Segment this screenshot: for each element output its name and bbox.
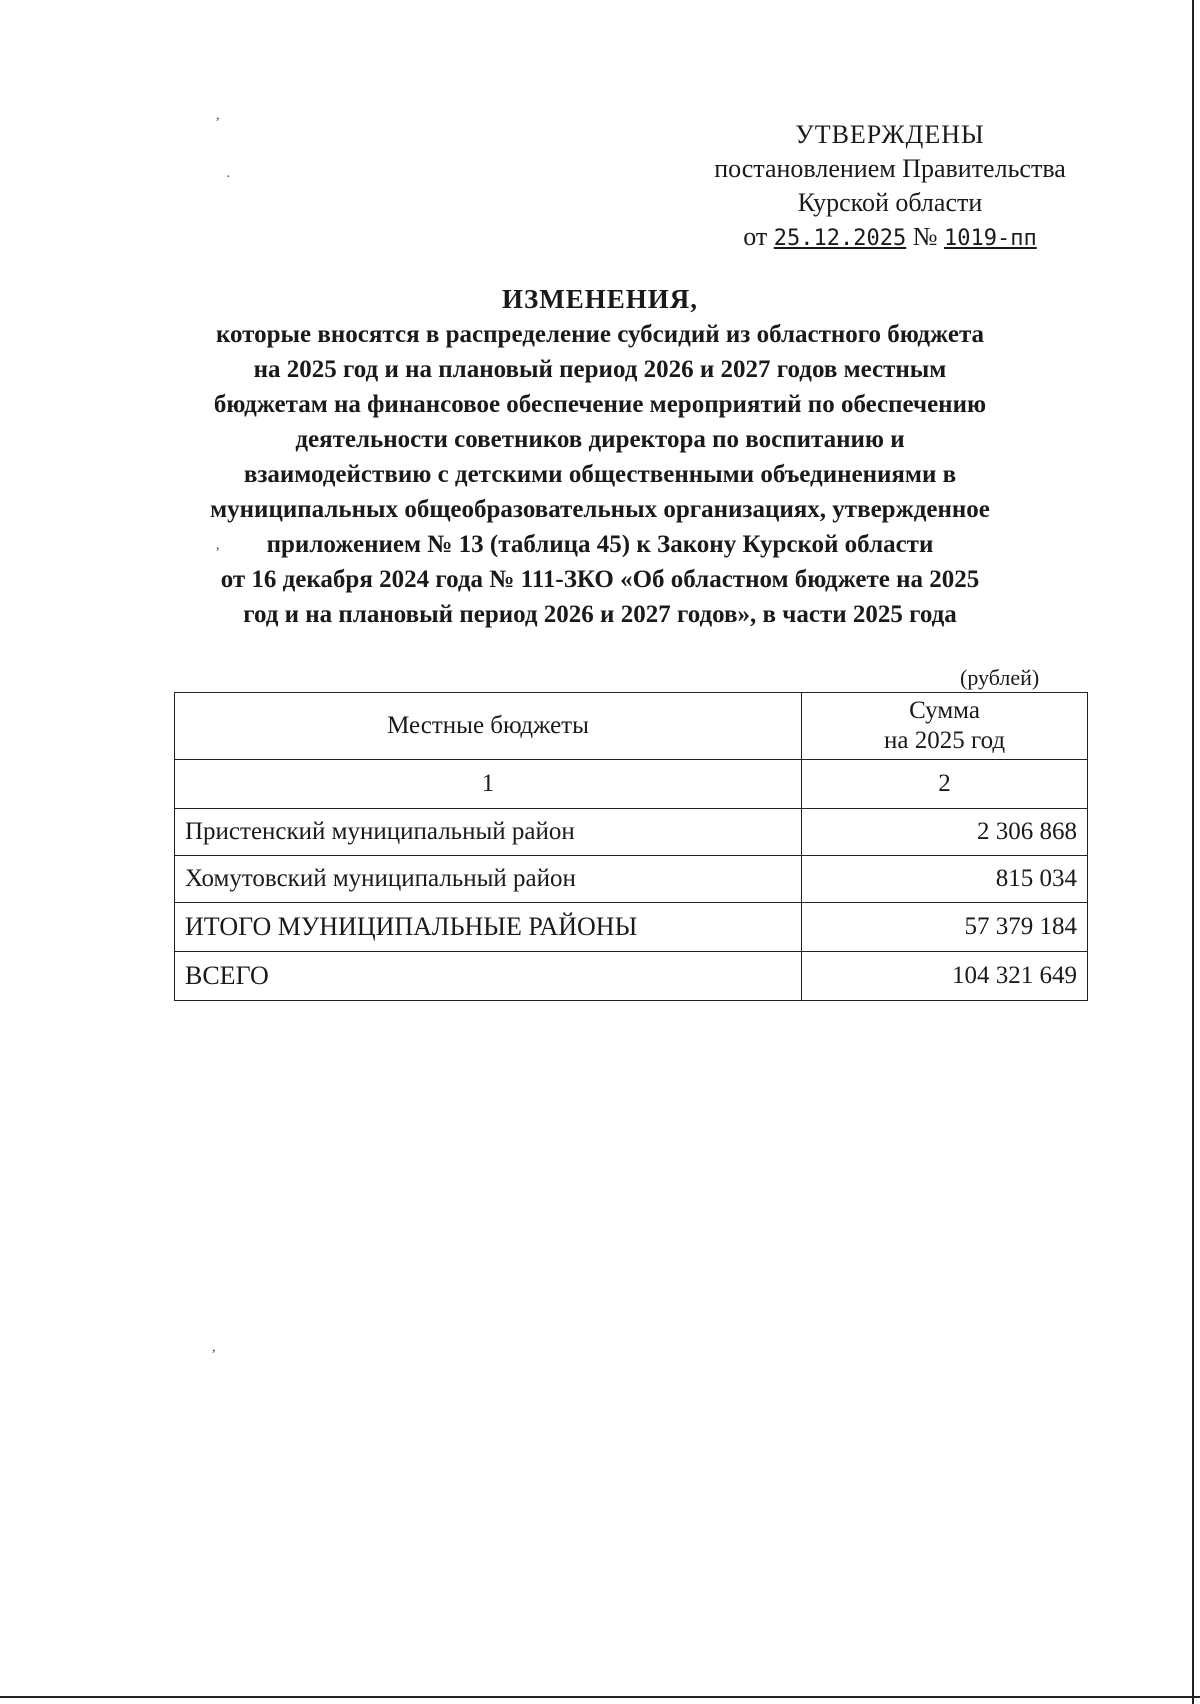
heading-line: приложением № 13 (таблица 45) к Закону Курской области [266,531,934,558]
total-row [175,903,1088,952]
heading-line: взаимодействию с детскими общественными объединениями в [243,461,957,488]
table-row [175,856,1088,903]
approval-authority: постановлением Правительства [714,154,1066,183]
document-title: ИЗМЕНЕНИЯ, [501,284,698,314]
subsidy-table [174,692,1088,1001]
scan-edge-bottom [0,1696,1200,1698]
heading-line: муниципальных общеобразовательных организациях, утвержденное [210,496,990,523]
unit-label: (рублей) [960,665,1040,690]
header-amount-line-2: на 2025 год [883,727,1006,754]
approval-region: Курской области [797,188,983,217]
total-name: ИТОГО МУНИЦИПАЛЬНЫЕ РАЙОНЫ [175,903,802,952]
heading-line: на 2025 год и на плановый период 2026 и 2027 годов местным [253,356,947,383]
heading-line: которые вносятся в распределение субсидий из областного бюджета [215,321,985,348]
scan-speck: · [226,170,231,185]
header-local-budgets: Местные бюджеты [175,693,802,760]
header-amount-line-1: Сумма [909,697,980,724]
number-sign: № [912,222,938,251]
grand-total-amount: 104 321 649 [802,952,1088,1001]
approval-date-line [690,220,1090,256]
heading-line: от 16 декабря 2024 года № 111-ЗКО «Об областном бюджете на 2025 [220,566,980,593]
column-number: 2 [802,760,1088,809]
header-amount [802,693,1088,760]
grand-total-name: ВСЕГО [175,952,802,1001]
row-amount: 2 306 868 [802,809,1088,856]
heading-line: деятельности советников директора по воспитанию и [295,426,905,453]
grand-total-row [175,952,1088,1001]
scan-speck: , [212,1340,216,1355]
approval-date: 25.12.2025 [773,226,907,251]
row-amount: 815 034 [802,856,1088,903]
row-name: Пристенский муниципальный район [175,809,802,856]
heading-line: бюджетам на финансовое обеспечение мероприятий по обеспечению [213,391,987,418]
scan-speck: , [216,108,220,123]
column-number: 1 [175,760,802,809]
approval-stamp-block [690,118,1090,256]
table-row [175,809,1088,856]
total-amount: 57 379 184 [802,903,1088,952]
column-number-row [175,760,1088,809]
approval-number: 1019-пп [944,226,1037,251]
document-heading [150,282,1050,632]
scan-edge-right [1192,0,1194,1704]
table-header-row [175,693,1088,760]
approval-title: УТВЕРЖДЕНЫ [795,120,985,149]
scan-speck: , [216,538,220,553]
heading-line: год и на плановый период 2026 и 2027 годов», в части 2025 года [243,601,957,628]
date-prefix: от [743,222,768,251]
row-name: Хомутовский муниципальный район [175,856,802,903]
